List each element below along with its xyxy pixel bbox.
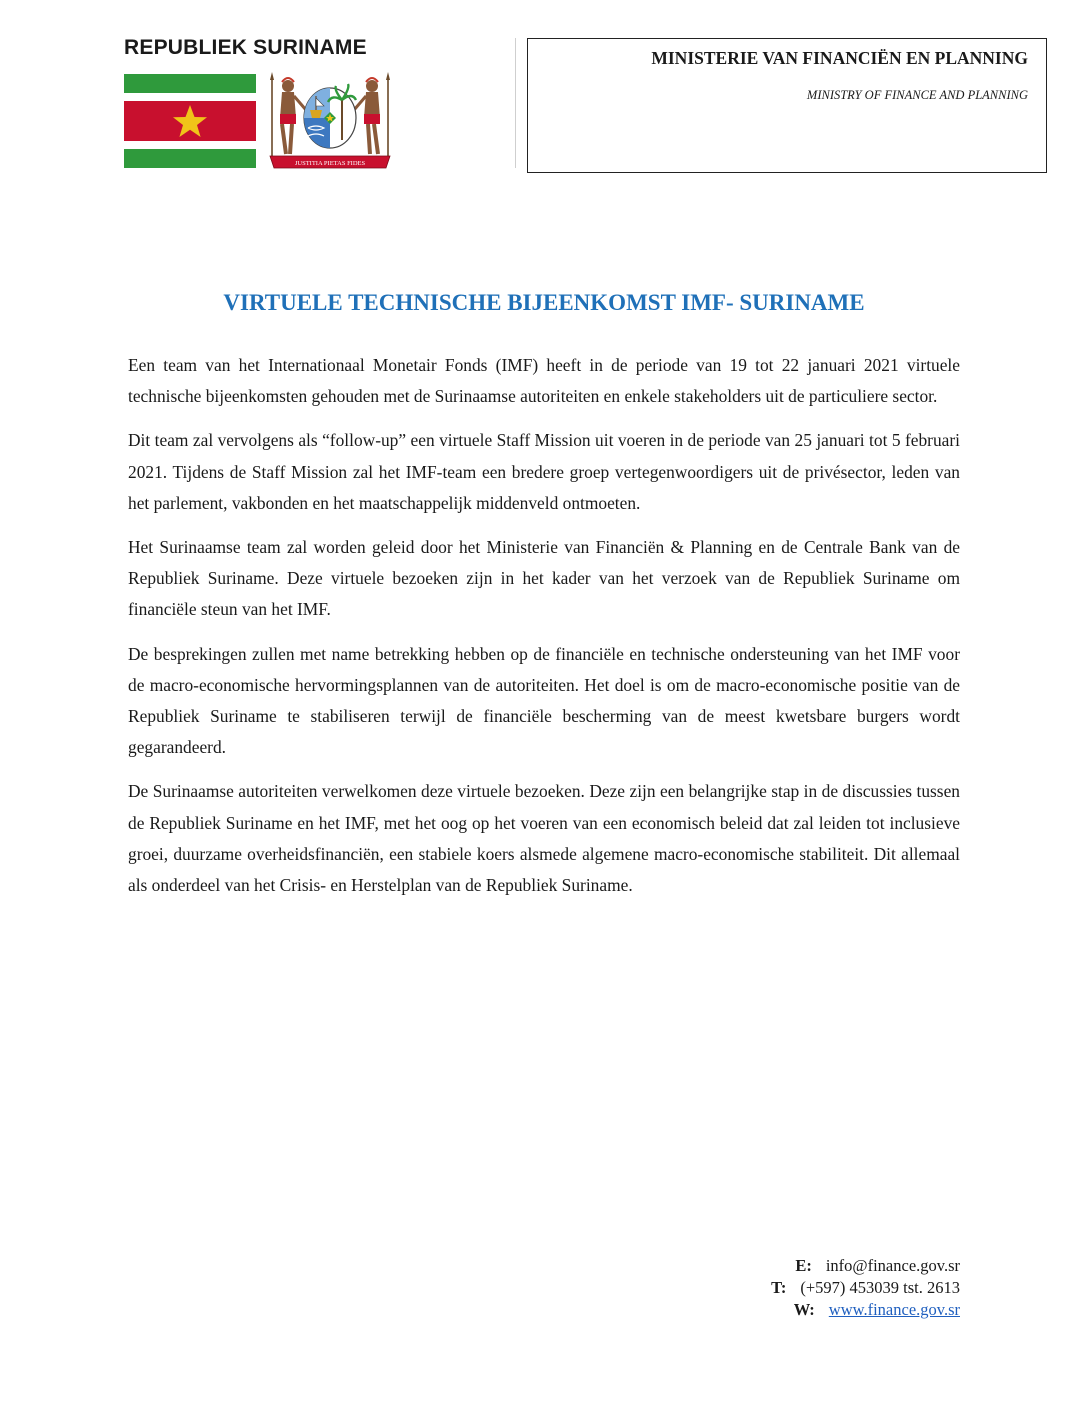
phone-number: (+597) 453039 tst. 2613	[800, 1278, 960, 1297]
paragraph: De Surinaamse autoriteiten verwelkomen deze virtuele bezoeken. Deze zijn een belangrijke stap in de discussies tussen de Republiek Suriname en het IMF, met het oog op het voeren van een economisch beleid dat zal leiden tot inclusieve groei, duurzame overheidsfinanciën, een stabiele koers alsmede algemene macro-economische stabiliteit. Dit allemaal als onderdeel van het Crisis- en Herstelplan van de Republiek Suriname.	[128, 781, 960, 896]
phone-label: T:	[771, 1278, 787, 1297]
ministry-box	[527, 38, 1047, 173]
email-label: E:	[795, 1256, 812, 1275]
ministry-name-dutch: MINISTERIE VAN FINANCIËN EN PLANNING	[651, 48, 1028, 68]
contact-phone-row	[771, 1277, 960, 1299]
flag-green-bottom-stripe	[124, 149, 256, 168]
document-title: VIRTUELE TECHNISCHE BIJEENKOMST IMF- SURINAME	[223, 290, 865, 315]
coat-left-supporter	[270, 72, 306, 156]
website-link[interactable]: www.finance.gov.sr	[828, 1300, 960, 1319]
contact-email-row	[771, 1255, 960, 1277]
suriname-flag	[124, 74, 256, 168]
svg-text:JUSTITIA PIETAS FIDES: JUSTITIA PIETAS FIDES	[294, 160, 366, 167]
paragraph: De besprekingen zullen met name betrekking hebben op de financiële en technische ondersteuning van het IMF voor de macro-economische hervormingsplannen van de autoriteiten. Het doel is om de macro-economische positie van de Republiek Suriname te stabiliseren terwijl de financiële bescherming van de meest kwetsbare burgers wordt gegarandeerd.	[128, 643, 960, 758]
contact-web-row	[771, 1299, 960, 1321]
coat-right-supporter	[354, 72, 390, 156]
ministry-box-separator	[515, 38, 516, 168]
coat-motto-ribbon	[270, 156, 390, 168]
coat-shield	[304, 84, 356, 148]
email-address[interactable]: info@finance.gov.sr	[825, 1256, 960, 1275]
contact-block	[771, 1255, 960, 1321]
country-name: REPUBLIEK SURINAME	[124, 36, 367, 59]
paragraph: Een team van het Internationaal Monetair Fonds (IMF) heeft in de periode van 19 tot 22 januari 2021 virtuele technische bijeenkomsten gehouden met de Surinaamse autoriteiten en enkele stakeholders uit de particuliere sector.	[128, 355, 960, 407]
paragraph: Het Surinaamse team zal worden geleid door het Ministerie van Financiën & Planning en de Centrale Bank van de Republiek Suriname. Deze virtuele bezoeken zijn in het kader van het verzoek van de Republiek Suriname om financiële steun van het IMF.	[128, 537, 960, 620]
coat-of-arms-icon	[262, 70, 398, 170]
web-label: W:	[793, 1300, 815, 1319]
ministry-name-english: MINISTRY OF FINANCE AND PLANNING	[806, 88, 1028, 102]
paragraph: Dit team zal vervolgens als “follow-up” een virtuele Staff Mission uit voeren in de periode van 25 januari tot 5 februari 2021. Tijdens de Staff Mission zal het IMF-team een bredere groep vertegenwoordigers uit de privésector, leden van het parlement, vakbonden en het maatschappelijk middenveld ontmoeten.	[128, 430, 960, 513]
flag-green-top-stripe	[124, 74, 256, 93]
body-text	[128, 350, 960, 914]
